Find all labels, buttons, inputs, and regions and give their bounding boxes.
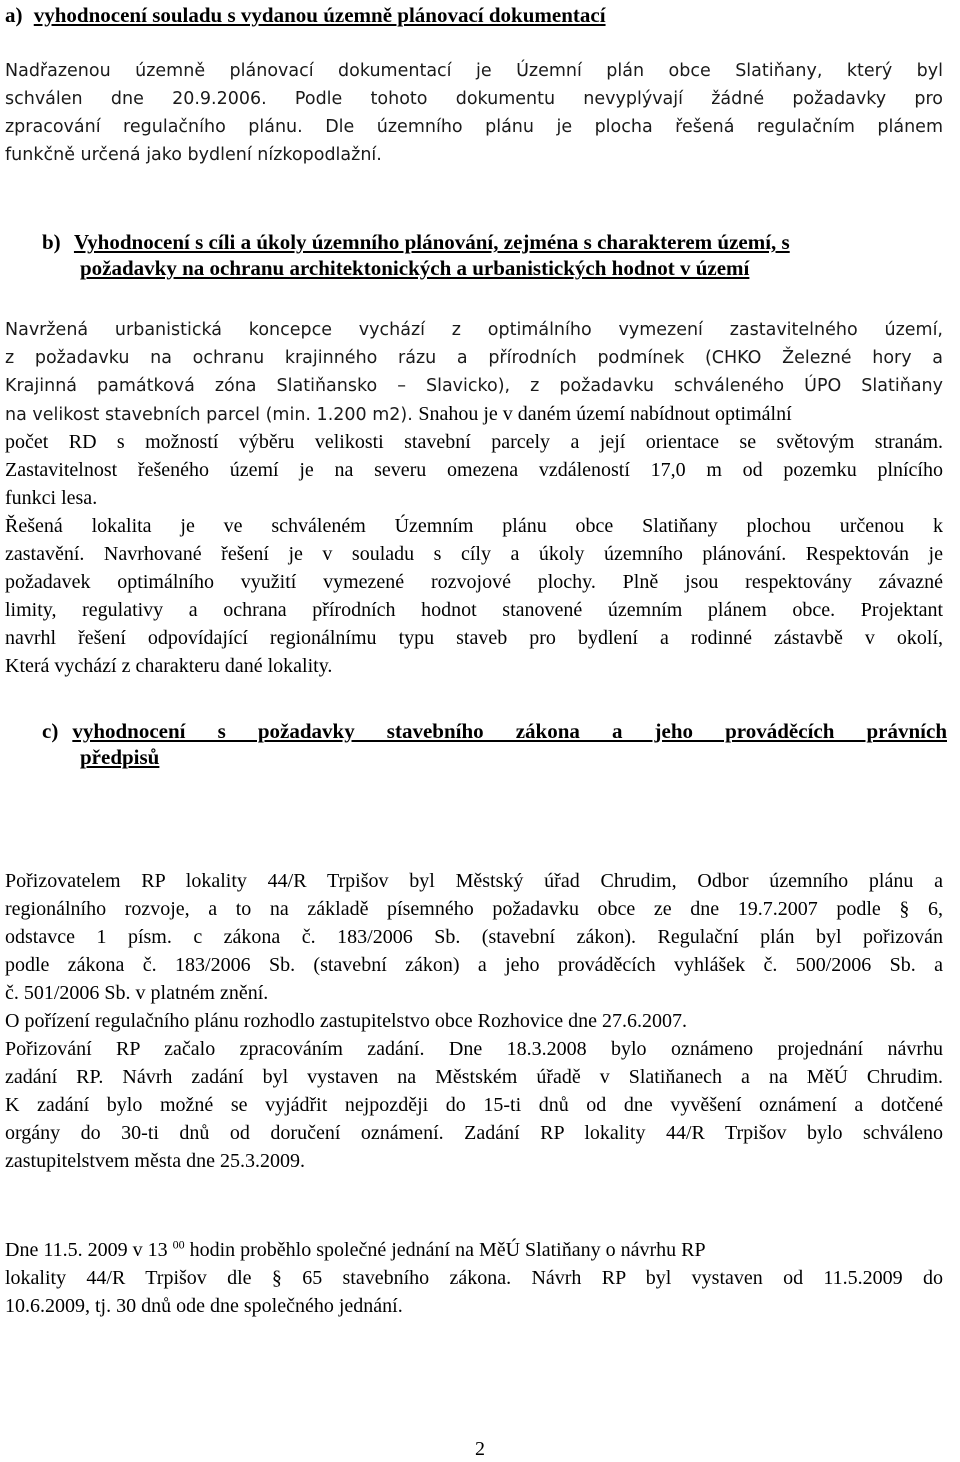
text-line: funkčně určená jako bydlení nízkopodlažní. — [5, 145, 382, 165]
text-line: Krajinná památková zóna Slatiňansko – Slavicko), z požadavku schváleného ÚPO Slatiňany — [5, 376, 943, 396]
text-line: K zadání bylo možné se vyjádřit nejpozději do 15-ti dnů od dne vyvěšení oznámení a dotčené — [5, 1094, 943, 1116]
text-line: limity, regulativy a ochrana přírodních hodnot stanovené územním plánem obce. Projektant — [5, 599, 943, 621]
section-c-heading-line-1 — [42, 718, 947, 744]
text-line: Pořizování RP začalo zpracováním zadání. Dne 18.3.2008 bylo oznámeno projednání návrhu — [5, 1038, 943, 1060]
text-fragment: na velikost stavebních parcel (min. 1.200 m2). — [5, 405, 413, 425]
section-c-heading-line-2 — [80, 744, 947, 770]
text-fragment: hodin proběhlo společné jednání na MěÚ Slatiňany o návrhu RP — [189, 1239, 706, 1261]
section-a-paragraph — [5, 57, 943, 169]
section-c-letter: c) — [42, 719, 59, 743]
text-line: regionálního rozvoje, a to na základě písemného požadavku obce ze dne 19.7.2007 podle § 6, — [5, 898, 943, 920]
text-line: zastavění. Navrhované řešení je v souladu s cíly a úkoly územního plánování. Respektován je — [5, 543, 943, 565]
text-fragment: Snahou je v daném území nabídnout optimální — [418, 403, 792, 425]
text-line: požadavek optimálního využití vymezené rozvojové plochy. Plně jsou respektovány závazné — [5, 571, 943, 593]
section-c-title-line-2: předpisů — [80, 745, 160, 769]
text-line: Řešená lokalita je ve schváleném Územním plánu obce Slatiňany plochou určenou k — [5, 515, 943, 537]
text-line-with-superscript — [5, 1236, 943, 1264]
text-line: lokality 44/R Trpišov dle § 65 stavebního zákona. Návrh RP byl vystaven od 11.5.2009 do — [5, 1267, 943, 1289]
section-c-paragraph-4 — [5, 1236, 943, 1320]
text-line-mixed — [5, 400, 943, 429]
text-line: odstavce 1 písm. c zákona č. 183/2006 Sb. (stavební zákon). Regulační plán byl pořizován — [5, 926, 943, 948]
section-b-title-line-1: Vyhodnocení s cíli a úkoly územního plánování, zejména s charakterem území, s — [73, 230, 790, 254]
section-b-heading — [42, 229, 947, 281]
section-c-heading — [42, 718, 947, 770]
section-a-title: vyhodnocení souladu s vydanou územně plánovací dokumentací — [33, 3, 606, 27]
text-line: Zastavitelnost řešeného území je na severu omezena vzdáleností 17,0 m od pozemku plnícího — [5, 459, 943, 481]
section-b-heading-line-2 — [80, 255, 947, 281]
text-line: 10.6.2009, tj. 30 dnů ode dne společného jednání. — [5, 1295, 403, 1317]
section-c-title-line-1: vyhodnocení s požadavky stavebního zákona a jeho prováděcích právních — [72, 719, 947, 743]
text-line: O pořízení regulačního plánu rozhodlo zastupitelstvo obce Rozhovice dne 27.6.2007. — [5, 1010, 688, 1032]
text-line: zpracování regulačního plánu. Dle územního plánu je plocha řešená regulačním plánem — [5, 117, 943, 137]
text-line: zastupitelstvem města dne 25.3.2009. — [5, 1150, 305, 1172]
text-line: zadání RP. Návrh zadání byl vystaven na Městském úřadě v Slatiňanech a na MěÚ Chrudim. — [5, 1066, 943, 1088]
text-line: navrhl řešení odpovídající regionálnímu typu staveb pro bydlení a rodinné zástavbě v okolí, — [5, 627, 943, 649]
section-b-paragraph — [5, 316, 943, 429]
section-a-letter: a) — [5, 3, 23, 27]
superscript-minutes: 00 — [172, 1237, 185, 1252]
section-b-heading-line-1 — [42, 229, 947, 255]
text-line: počet RD s možností výběru velikosti stavební parcely a její orientace se světovým stranám. — [5, 431, 943, 453]
text-line: schválen dne 20.9.2006. Podle tohoto dokumentu nevyplývají žádné požadavky pro — [5, 89, 943, 109]
section-a-heading — [5, 2, 765, 28]
section-c-paragraph-1 — [5, 867, 943, 1175]
section-b-title-line-2: požadavky na ochranu architektonických a urbanistických hodnot v území — [80, 256, 750, 280]
section-b-paragraph-serif — [5, 428, 943, 680]
text-line: č. 501/2006 Sb. v platném znění. — [5, 982, 269, 1004]
text-line: Pořizovatelem RP lokality 44/R Trpišov byl Městský úřad Chrudim, Odbor územního plánu a — [5, 870, 943, 892]
text-line: orgány do 30-ti dnů od doručení oznámení. Zadání RP lokality 44/R Trpišov bylo schváleno — [5, 1122, 943, 1144]
page-number: 2 — [475, 1438, 485, 1460]
section-b-letter: b) — [42, 230, 61, 254]
text-line: funkci lesa. — [5, 487, 98, 509]
text-line: Nadřazenou územně plánovací dokumentací je Územní plán obce Slatiňany, který byl — [5, 61, 943, 81]
text-fragment: Dne 11.5. 2009 v 13 — [5, 1239, 168, 1261]
text-line: z požadavku na ochranu krajinného rázu a přírodních podmínek (CHKO Železné hory a — [5, 348, 943, 368]
text-line: podle zákona č. 183/2006 Sb. (stavební zákon) a jeho prováděcích vyhlášek č. 500/2006 Sb. a — [5, 954, 943, 976]
text-line: Navržená urbanistická koncepce vychází z optimálního vymezení zastavitelného území, — [5, 320, 943, 340]
text-line: Která vychází z charakteru dané lokality. — [5, 655, 333, 677]
